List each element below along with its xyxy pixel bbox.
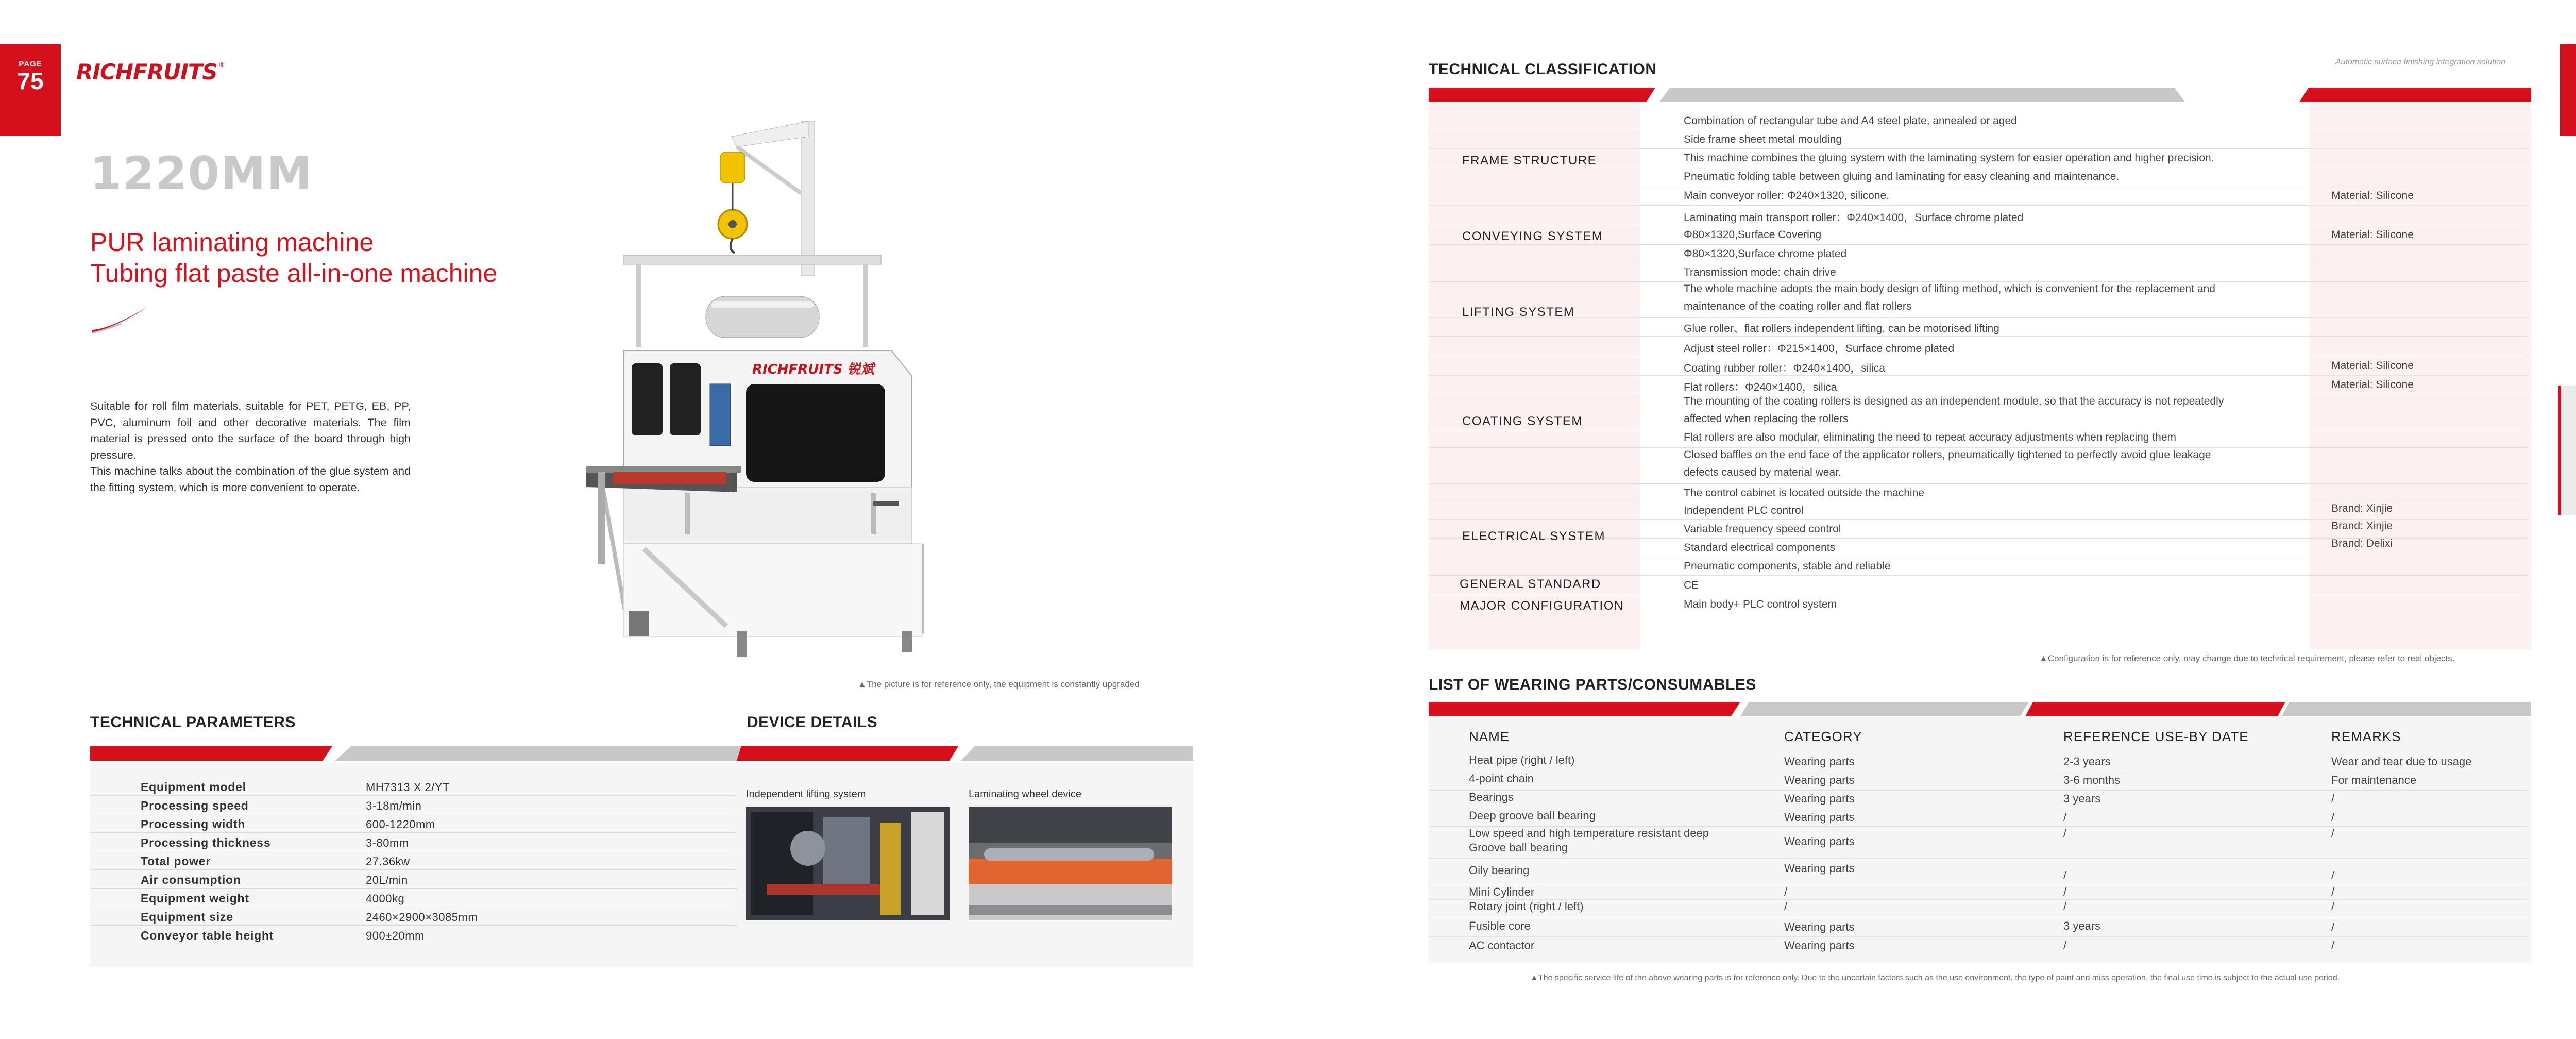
wp-row — [1429, 809, 2529, 827]
tc-row-text: maintenance of the coating roller and flat rollers — [1684, 300, 1912, 312]
params-panel — [90, 763, 744, 967]
tagline: Automatic surface finishing integration solution — [2335, 58, 2505, 66]
param-row — [90, 907, 744, 926]
tc-row — [1429, 557, 2529, 576]
param-row — [90, 889, 744, 907]
category-coating-system: COATING SYSTEM — [1462, 414, 1583, 428]
param-key: Processing width — [141, 817, 246, 831]
wp-date: / — [2063, 939, 2067, 952]
tc-row-text: Pneumatic folding table between gluing and laminating for easy cleaning and maintenance. — [1684, 171, 2120, 182]
tc-row — [1429, 394, 2529, 430]
wp-date: / — [2063, 827, 2067, 840]
wp-name: Heat pipe (right / left) — [1469, 753, 1575, 766]
wp-header-band — [1429, 702, 2531, 716]
wp-date: / — [2063, 869, 2067, 882]
param-value: 900±20mm — [366, 929, 425, 942]
tc-row — [1429, 186, 2529, 206]
tc-row-text: Standard electrical components — [1684, 542, 1836, 554]
tc-row — [1429, 484, 2529, 502]
category-general-standard: GENERAL STANDARD — [1460, 577, 1601, 591]
tc-row-text: Φ80×1320,Surface chrome plated — [1684, 248, 1847, 260]
category-major-configuration: MAJOR CONFIGURATION — [1460, 599, 1624, 613]
category-lifting-system: LIFTING SYSTEM — [1462, 305, 1575, 319]
wp-name: 4-point chain — [1469, 772, 1534, 785]
tc-row-remark: Material: Silicone — [2331, 379, 2414, 391]
wp-name: Oily bearing — [1469, 864, 1530, 877]
tc-row-text: Independent PLC control — [1684, 505, 1804, 516]
logo-registered-mark: ® — [219, 61, 225, 69]
tc-row-text: Adjust steel roller：Φ215×1400，Surface chrome plated — [1684, 343, 1955, 355]
tc-row-remark: Material: Silicone — [2331, 190, 2414, 202]
tc-row-remark: Brand: Xinjie — [2331, 502, 2393, 514]
wp-category: Wearing parts — [1784, 811, 1855, 824]
tc-row — [1429, 263, 2529, 282]
wp-name: Bearings — [1469, 791, 1514, 803]
param-row — [90, 870, 744, 889]
laminating-wheel-photo — [969, 807, 1172, 920]
wp-remark: / — [2331, 900, 2335, 913]
device-panel — [737, 763, 1193, 967]
param-value: 4000kg — [366, 892, 405, 905]
tc-row — [1429, 337, 2529, 356]
wp-remark: / — [2331, 827, 2335, 840]
tc-row-text: Φ80×1320,Surface Covering — [1684, 229, 1822, 241]
wp-name: Mini Cylinder — [1469, 885, 1535, 898]
param-value: 3-80mm — [366, 836, 409, 849]
brand-logo — [76, 59, 225, 85]
param-row — [90, 833, 744, 851]
tc-row — [1429, 318, 2529, 337]
product-description — [90, 398, 411, 496]
wp-category: Wearing parts — [1784, 939, 1855, 952]
product-title-line2: Tubing flat paste all-in-one machine — [90, 259, 498, 288]
wp-date: 3 years — [2063, 792, 2101, 805]
description-paragraph-2: This machine talks about the combination of the glue system and the fitting system, which is more convenient to operate. — [90, 465, 411, 494]
tc-row — [1429, 502, 2529, 520]
param-value: 20L/min — [366, 874, 408, 886]
param-value: MH7313 X 2/YT — [366, 781, 450, 794]
wp-row — [1429, 753, 2529, 772]
swoosh-decoration — [90, 304, 152, 335]
tc-row — [1429, 130, 2529, 149]
param-key: Processing thickness — [141, 836, 271, 849]
tc-row-text: Laminating main transport roller：Φ240×1400，Surface chrome plated — [1684, 212, 2024, 224]
tc-row-text: Flat rollers：Φ240×1400，silica — [1684, 381, 1837, 393]
device-header-band — [737, 746, 1193, 761]
param-key: Processing speed — [141, 799, 249, 812]
wp-row — [1429, 859, 2529, 885]
wp-name-line2: Groove ball bearing — [1469, 841, 1568, 854]
tc-row-text: CE — [1684, 579, 1699, 591]
size-title: 1220MM — [90, 147, 313, 200]
tc-row-remark: Brand: Delixi — [2331, 538, 2393, 549]
wp-name: Deep groove ball bearing — [1469, 809, 1596, 822]
tc-row-text: Variable frequency speed control — [1684, 523, 1841, 535]
wp-name: AC contactor — [1469, 939, 1535, 952]
param-value: 3-18m/min — [366, 799, 422, 812]
page-number: 75 — [17, 68, 44, 94]
wp-name: Fusible core — [1469, 919, 1531, 932]
wp-remark: / — [2331, 939, 2335, 952]
tc-row-text: Glue roller、flat rollers independent lifting, can be motorised lifting — [1684, 323, 1999, 334]
wp-remark: / — [2331, 920, 2335, 933]
wp-row — [1429, 827, 2529, 859]
wp-category: Wearing parts — [1784, 792, 1855, 805]
tc-row — [1429, 448, 2529, 484]
page-label: PAGE — [19, 60, 42, 69]
wp-remark: For maintenance — [2331, 774, 2417, 786]
param-value: 2460×2900×3085mm — [366, 911, 478, 924]
tc-row-text: Coating rubber roller：Φ240×1400，silica — [1684, 362, 1885, 374]
page-number — [2560, 69, 2576, 93]
wp-category: Wearing parts — [1784, 920, 1855, 933]
tc-row-text: Pneumatic components, stable and reliable — [1684, 560, 1891, 572]
wp-row — [1429, 885, 2529, 900]
wp-date: / — [2063, 900, 2067, 913]
tc-row — [1429, 112, 2529, 130]
tc-row — [1429, 206, 2529, 225]
page-badge-right — [2560, 44, 2576, 136]
tc-row-text: The mounting of the coating rollers is designed as an independent module, so that the accuracy is not repeatedly — [1684, 395, 2224, 407]
configuration-note: ▲Configuration is for reference only, may change due to technical requirement, please refer to real objects. — [2039, 653, 2455, 663]
page-badge-left — [0, 44, 61, 136]
param-key: Equipment size — [141, 910, 233, 924]
param-key: Conveyor table height — [141, 929, 274, 942]
lifting-system-photo — [746, 807, 950, 920]
tc-row-text: Combination of rectangular tube and A4 steel plate, annealed or aged — [1684, 115, 2017, 127]
tc-row-remark: Material: Silicone — [2331, 360, 2414, 372]
wp-date: 2-3 years — [2063, 755, 2111, 768]
tc-title: TECHNICAL CLASSIFICATION — [1429, 61, 1657, 78]
param-key: Equipment model — [141, 780, 246, 794]
tc-row-remark: Brand: Xinjie — [2331, 520, 2393, 532]
tc-row-text: Main conveyor roller: Φ240×1320, silicone. — [1684, 190, 1890, 202]
wp-name: Rotary joint (right / left) — [1469, 900, 1584, 913]
wp-date: / — [2063, 811, 2067, 824]
tc-row-text: Side frame sheet metal moulding — [1684, 133, 1842, 145]
tc-row-text: The control cabinet is located outside the machine — [1684, 487, 1924, 499]
tc-row-text: Flat rollers are also modular, eliminating the need to repeat accuracy adjustments when replacing them — [1684, 431, 2177, 443]
series-side-tab — [2558, 386, 2576, 515]
wp-panel — [1429, 717, 2531, 963]
device-title: DEVICE DETAILS — [747, 714, 878, 731]
tc-row-text: defects caused by material wear. — [1684, 466, 1841, 478]
wearing-parts-note: ▲The specific service life of the above wearing parts is for reference only. Due to the uncertain factors such as the use environment, the type of paint and miss operation, the final use time is subject to the actual use period. — [1530, 974, 2340, 982]
tc-row — [1429, 376, 2529, 394]
tc-row — [1429, 245, 2529, 263]
wp-remark: / — [2331, 811, 2335, 824]
tc-row-text: Transmission mode: chain drive — [1684, 266, 1836, 278]
params-header-band — [90, 746, 744, 761]
param-key: Total power — [141, 854, 211, 868]
tc-row-text: The whole machine adopts the main body design of lifting method, which is convenient for the replacement and — [1684, 283, 2215, 295]
picture-note: ▲The picture is for reference only, the equipment is constantly upgraded — [858, 679, 1140, 689]
param-key: Equipment weight — [141, 892, 249, 905]
param-key: Air consumption — [141, 873, 241, 886]
tc-row — [1429, 430, 2529, 448]
tc-row-text: Main body+ PLC control system — [1684, 598, 1837, 610]
param-row — [90, 796, 744, 814]
wp-row — [1429, 772, 2529, 791]
param-value: 600-1220mm — [366, 818, 435, 831]
param-value: 27.36kw — [366, 855, 410, 868]
wp-date: / — [2063, 885, 2067, 898]
params-title: TECHNICAL PARAMETERS — [90, 714, 296, 731]
category-frame-structure: FRAME STRUCTURE — [1462, 154, 1597, 167]
tc-row-text: affected when replacing the rollers — [1684, 413, 1849, 425]
product-title-line1: PUR laminating machine — [90, 228, 374, 257]
wp-header-date: REFERENCE USE-BY DATE — [2063, 729, 2249, 744]
category-conveying-system: CONVEYING SYSTEM — [1462, 229, 1603, 243]
tc-row-remark: Material: Silicone — [2331, 229, 2414, 241]
param-row — [90, 926, 744, 944]
wp-category: Wearing parts — [1784, 835, 1855, 848]
product-title — [90, 227, 497, 289]
tc-header-band — [1429, 88, 2531, 102]
wp-remark: / — [2331, 885, 2335, 898]
wp-remark: Wear and tear due to usage — [2331, 755, 2472, 768]
category-electrical-system: ELECTRICAL SYSTEM — [1462, 529, 1606, 543]
device-caption-1: Independent lifting system — [746, 789, 866, 800]
wp-category: / — [1784, 900, 1788, 913]
tc-row — [1429, 282, 2529, 318]
logo-text: RICHFRUITS — [76, 59, 217, 85]
wp-header-name: NAME — [1469, 729, 1510, 744]
wp-category: / — [1784, 885, 1788, 898]
machine-brand-label: RICHFRUITS 锐斌 — [752, 362, 874, 377]
wp-category: Wearing parts — [1784, 774, 1855, 786]
wp-row — [1429, 918, 2529, 937]
wp-name: Low speed and high temperature resistant deep — [1469, 827, 1709, 840]
param-row — [90, 814, 744, 833]
wp-date: 3 years — [2063, 919, 2101, 932]
wp-title: LIST OF WEARING PARTS/CONSUMABLES — [1429, 676, 1756, 693]
wp-category: Wearing parts — [1784, 862, 1855, 875]
tc-row — [1429, 356, 2529, 376]
tc-row-text: Closed baffles on the end face of the applicator rollers, pneumatically tightened to perfectly avoid glue leakage — [1684, 449, 2211, 461]
tc-row — [1429, 167, 2529, 186]
wp-date: 3-6 months — [2063, 774, 2121, 786]
tc-row-text: This machine combines the gluing system with the laminating system for easier operation and higher precision. — [1684, 152, 2214, 164]
wp-row — [1429, 937, 2529, 958]
wp-row — [1429, 791, 2529, 809]
wp-header-remarks: REMARKS — [2331, 729, 2401, 744]
param-row — [90, 777, 744, 796]
wp-header-category: CATEGORY — [1784, 729, 1862, 744]
device-caption-2: Laminating wheel device — [969, 789, 1082, 800]
param-row — [90, 851, 744, 870]
wp-category: Wearing parts — [1784, 755, 1855, 768]
tc-panel — [1429, 103, 2531, 649]
wp-remark: / — [2331, 792, 2335, 805]
description-paragraph-1: Suitable for roll film materials, suitable for PET, PETG, EB, PP, PVC, aluminum foil and other decorative materials. The film material is pressed onto the surface of the board through high pressure. — [90, 400, 411, 461]
wp-row — [1429, 900, 2529, 918]
machine-illustration — [582, 116, 1010, 667]
wp-remark: / — [2331, 869, 2335, 882]
page-label — [2560, 60, 2576, 69]
